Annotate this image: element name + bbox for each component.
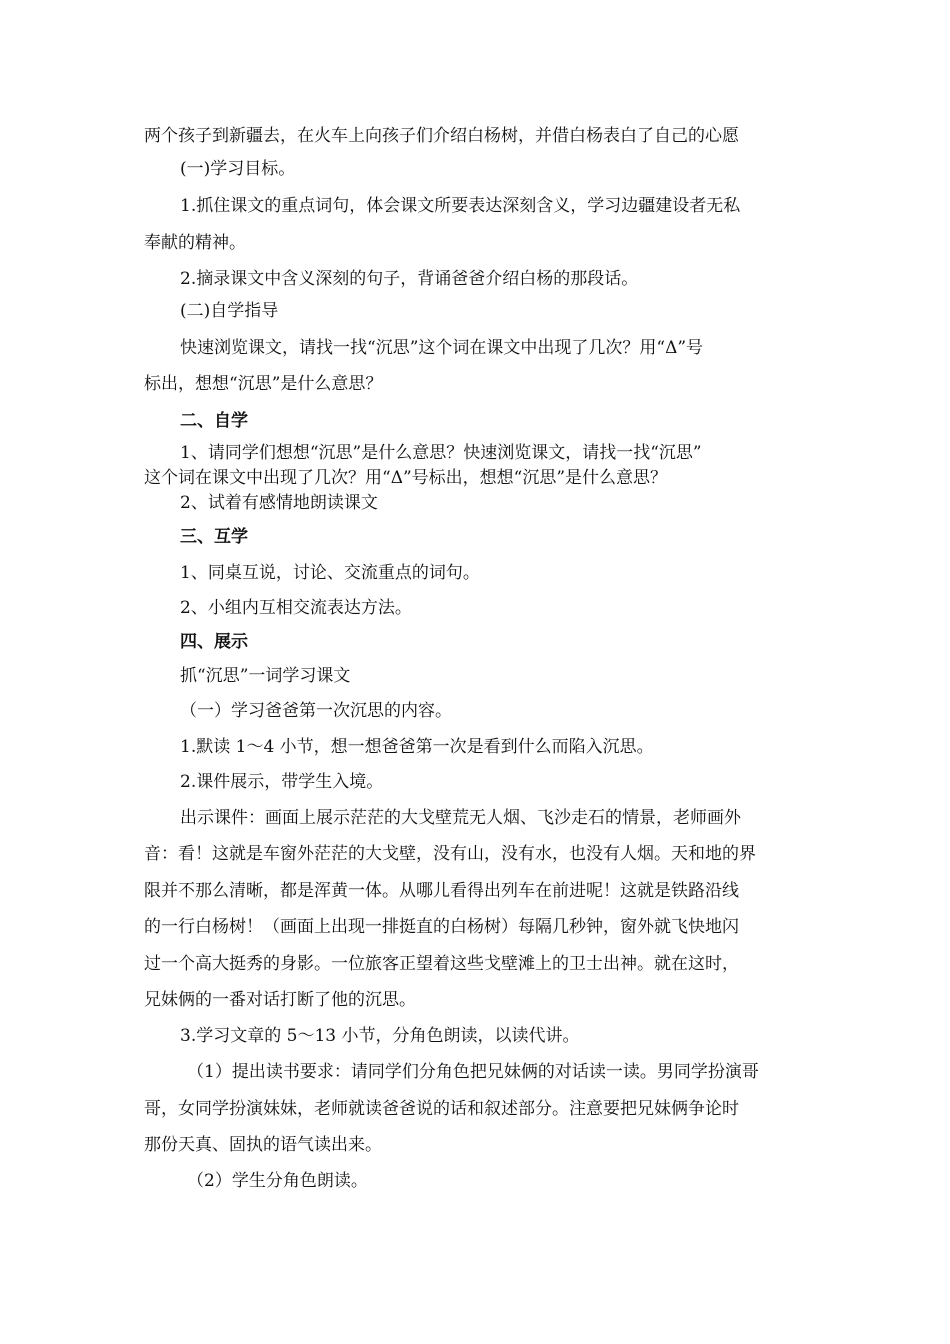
text-line: 3.学习文章的 5～13 小节，分角色朗读，以读代讲。 (180, 1026, 580, 1046)
section-heading: 三、互学 (180, 527, 248, 547)
text-line: 抓“沉思”一词学习课文 (180, 666, 351, 686)
text-line: 快速浏览课文，请找一找“沉思”这个词在课文中出现了几次？用“Δ”号 (180, 338, 704, 358)
text-line: 哥，女同学扮演妹妹，老师就读爸爸说的话和叙述部分。注意要把兄妹俩争论时 (144, 1099, 739, 1119)
text-line: （1）提出读书要求：请同学们分角色把兄妹俩的对话读一读。男同学扮演哥 (187, 1062, 759, 1082)
section-heading: 四、展示 (180, 632, 248, 652)
text-line: 出示课件：画面上展示茫茫的大戈壁荒无人烟、飞沙走石的情景，老师画外 (180, 808, 741, 828)
text-line: 2.摘录课文中含义深刻的句子，背诵爸爸介绍白杨的那段话。 (180, 269, 639, 289)
section-heading: 二、自学 (180, 411, 248, 431)
text-line: 这个词在课文中出现了几次？用“Δ”号标出，想想“沉思”是什么意思？ (144, 468, 668, 488)
text-line: 奉献的精神。 (144, 233, 246, 253)
text-line: 2、试着有感情地朗读课文 (180, 493, 378, 513)
text-line: 两个孩子到新疆去，在火车上向孩子们介绍白杨树，并借白杨表白了自己的心愿 (144, 126, 739, 146)
text-line: 的一行白杨树！（画面上出现一排挺直的白杨树）每隔几秒钟，窗外就飞快地闪 (144, 917, 739, 937)
text-line: （一）学习爸爸第一次沉思的内容。 (180, 701, 452, 721)
text-line: 2.课件展示，带学生入境。 (180, 772, 384, 792)
subheading-self-study-guide: (二)自学指导 (180, 301, 279, 321)
text-line: 那份天真、固执的语气读出来。 (144, 1135, 382, 1155)
text-line: 限并不那么清晰，都是浑黄一体。从哪儿看得出列车在前进呢！这就是铁路沿线 (144, 881, 739, 901)
text-line: 音：看！这就是车窗外茫茫的大戈壁，没有山，没有水，也没有人烟。天和地的界 (144, 844, 756, 864)
text-line: 1.抓住课文的重点词句，体会课文所要表达深刻含义，学习边疆建设者无私 (180, 196, 741, 216)
text-line: 1、同桌互说，讨论、交流重点的词句。 (180, 563, 480, 583)
text-line: （2）学生分角色朗读。 (187, 1171, 368, 1191)
text-line: 标出，想想“沉思”是什么意思？ (144, 374, 383, 394)
text-line: 1、请同学们想想“沉思”是什么意思？快速浏览课文，请找一找“沉思” (180, 443, 702, 463)
text-line: 1.默读 1～4 小节，想一想爸爸第一次是看到什么而陷入沉思。 (180, 737, 654, 757)
text-line: 兄妹俩的一番对话打断了他的沉思。 (144, 990, 416, 1010)
text-line: 过一个高大挺秀的身影。一位旅客正望着这些戈壁滩上的卫士出神。就在这时， (144, 954, 739, 974)
subheading-learning-goals: (一)学习目标。 (180, 159, 296, 179)
text-line: 2、小组内互相交流表达方法。 (180, 598, 412, 618)
